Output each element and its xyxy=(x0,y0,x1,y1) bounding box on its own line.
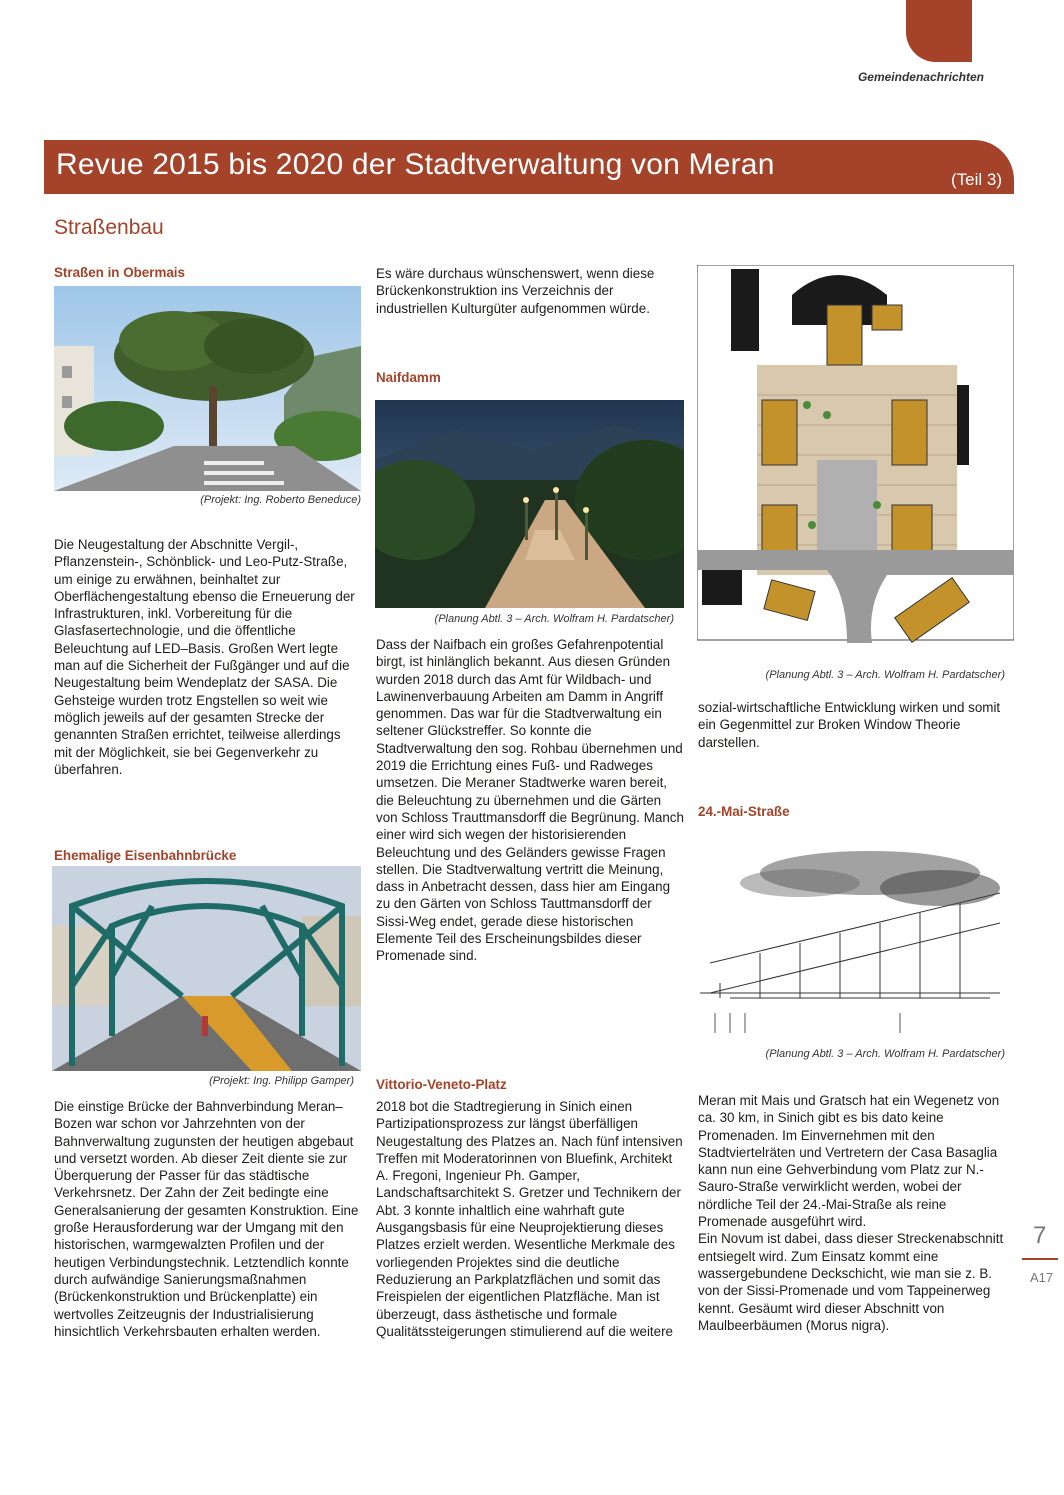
caption-plan: (Planung Abtl. 3 – Arch. Wolfram H. Pardatscher) xyxy=(765,669,1005,681)
text-plan xyxy=(698,699,1008,751)
sketch-24-mai xyxy=(700,833,1007,1043)
caption-naifdamm: (Planung Abtl. 3 – Arch. Wolfram H. Pardatscher) xyxy=(434,613,674,625)
text-bridge-continued xyxy=(376,265,682,317)
text-obermais xyxy=(54,536,361,778)
photo-bridge xyxy=(52,866,361,1071)
photo-naifdamm xyxy=(375,400,684,608)
caption-obermais: (Projekt: Ing. Roberto Beneduce) xyxy=(200,494,361,506)
caption-bridge: (Projekt: Ing. Philipp Gamper) xyxy=(209,1075,354,1087)
section-label: Gemeindenachrichten xyxy=(857,70,984,84)
header-tab xyxy=(906,0,972,62)
title-banner xyxy=(44,140,1014,194)
part-label: (Teil 3) xyxy=(950,170,1002,189)
heading-bridge: Ehemalige Eisenbahnbrücke xyxy=(54,848,237,863)
text-bridge xyxy=(54,1098,361,1340)
text-24-mai xyxy=(698,1092,1008,1334)
paragraph: Ein Novum ist dabei, dass dieser Streckenabschnitt entsiegelt wird. Zum Einsatz kommt eine wassergebundene Deckschicht, wie man sie z. B. von der Sissi-Promenade und vom Tappeinerweg kennt. Gesäumt wird dieser Abschnitt von Maulbeerbäumen (Morus nigra). xyxy=(698,1231,1004,1333)
plan-drawing xyxy=(697,265,1014,643)
paragraph: Die einstige Brücke der Bahnverbindung Meran–Bozen war schon vor Jahrzehnten von der Bahnverwaltung zugunsten der heutigen abgebaut und versetzt worden. Ab dieser Zeit diente sie zur Überquerung der Passer für das städtische Verkehrsnetz. Der Zahn der Zeit bedingte eine Generalsanierung der gesamten Konstruktion. Eine große Herausforderung war der Umgang mit den historischen, warmgewalzten Profilen und der heutigen Verbindungstechnik. Letztendlich konnte durch aufwändige Sanierungsmaßnahmen (Brückenkonstruktion und Brückenplatte) ein wertvolles Zeitzeugnis der Industrialisierung hinsichtlich Verkehrsbauten erhalten werden. xyxy=(54,1099,359,1339)
page-number: 7 xyxy=(1033,1222,1047,1249)
heading-vittorio-veneto: Vittorio-Veneto-Platz xyxy=(376,1077,507,1092)
heading-naifdamm: Naifdamm xyxy=(376,370,441,385)
page-code: A17 xyxy=(1030,1270,1054,1285)
paragraph: Die Neugestaltung der Abschnitte Vergil-, Pflanzenstein-, Schönblick- und Leo-Putz-Straße, um einige zu erwähnen, beinhaltet zur Oberflächengestaltung ebenso die Erneuerung der Infrastrukturen, inkl. Vorbereitung für die Glasfasertechnologie, und die öffentliche Beleuchtung auf LED–Basis. Großen Wert legte man auf die Sicherheit der Fußgänger und auf die Neugestaltung beim Wendeplatz der SASA. Die Gehsteige wurden trotz Engstellen so weit wie möglich jeweils auf der gesamten Strecke der genannten Straßen errichtet, teilweise allerdings mit der Möglichkeit, sie bei Gegenverkehr zu überfahren. xyxy=(54,537,355,777)
section-subhead: Straßenbau xyxy=(54,216,164,239)
paragraph: Es wäre durchaus wünschenswert, wenn diese Brückenkonstruktion ins Verzeichnis der industriellen Kulturgüter aufgenommen würde. xyxy=(376,266,655,316)
paragraph: 2018 bot die Stadtregierung in Sinich einen Partizipationsprozess zur längst überfälligen Neugestaltung des Platzes an. Nach fünf intensiven Treffen mit Moderatorinnen von Bluefink, Architekt A. Fregoni, Ingenieur Ph. Gamper, Landschaftsarchitekt S. Gretzer und Technikern der Abt. 3 konnte inhaltlich eine wahrhaft gute Ausgangsbasis für eine Neuprojektierung dieses Platzes erzielt werden. Wesentliche Merkmale des vorliegenden Projektes sind die deutliche Reduzierung an Parkplatzflächen und somit das Freispielen der eigentlichen Platzfläche. Man ist überzeugt, dass ästhetische und formale Qualitätssteigerungen stimulierend auf die weitere xyxy=(376,1099,683,1339)
paragraph: sozial-wirtschaftliche Entwicklung wirken und somit ein Gegenmittel zur Broken Window Theorie darstellen. xyxy=(698,700,1001,750)
page-number-divider xyxy=(1022,1258,1058,1260)
caption-sketch: (Planung Abtl. 3 – Arch. Wolfram H. Pardatscher) xyxy=(765,1048,1005,1060)
page-title: Revue 2015 bis 2020 der Stadtverwaltung von Meran xyxy=(56,148,775,181)
paragraph: Dass der Naifbach ein großes Gefahrenpotential birgt, ist hinlänglich bekannt. Aus diesen Gründen wurden 2018 durch das Amt für Wildbach- und Lawinenverbauung Arbeiten am Damm in Angriff genommen. Das war für die Stadtverwaltung ein seltener Glückstreffer. So konnte die Stadtverwaltung den sog. Rohbau übernehmen und 2019 die Errichtung eines Fuß- und Radweges umsetzen. Die Meraner Stadtwerke waren bereit, die Beleuchtung zu übernehmen und die Gärten von Schloss Trauttmansdorff die Begrünung. Manch einer wird sich wegen der historisierenden Beleuchtung und des Geländers gewisse Fragen stellen. Die Stadtverwaltung vertritt die Meinung, dass in Anbetracht dessen, dass hier am Eingang zu den Gärten von Schloss Tauttmansdorff der Sissi-Weg endet, gerade diese historischen Elemente Teil des Erscheinungsbildes dieser Promenade sind. xyxy=(376,637,684,964)
heading-obermais: Straßen in Obermais xyxy=(54,265,185,280)
heading-24-mai: 24.-Mai-Straße xyxy=(698,804,790,819)
photo-obermais xyxy=(54,286,361,491)
text-vittorio-veneto xyxy=(376,1098,684,1340)
paragraph: Meran mit Mais und Gratsch hat ein Wegenetz von ca. 30 km, in Sinich gibt es bis dato keine Promenaden. Im Einvernehmen mit den Stadtviertelräten und Vertretern der Casa Basaglia kann nun eine Gehverbindung vom Platz zur N.-Sauro-Straße verwirklicht werden, wobei der nördliche Teil der 24.-Mai-Straße als reine Promenade ausgeführt wird. xyxy=(698,1093,1000,1230)
text-naifdamm xyxy=(376,636,684,965)
